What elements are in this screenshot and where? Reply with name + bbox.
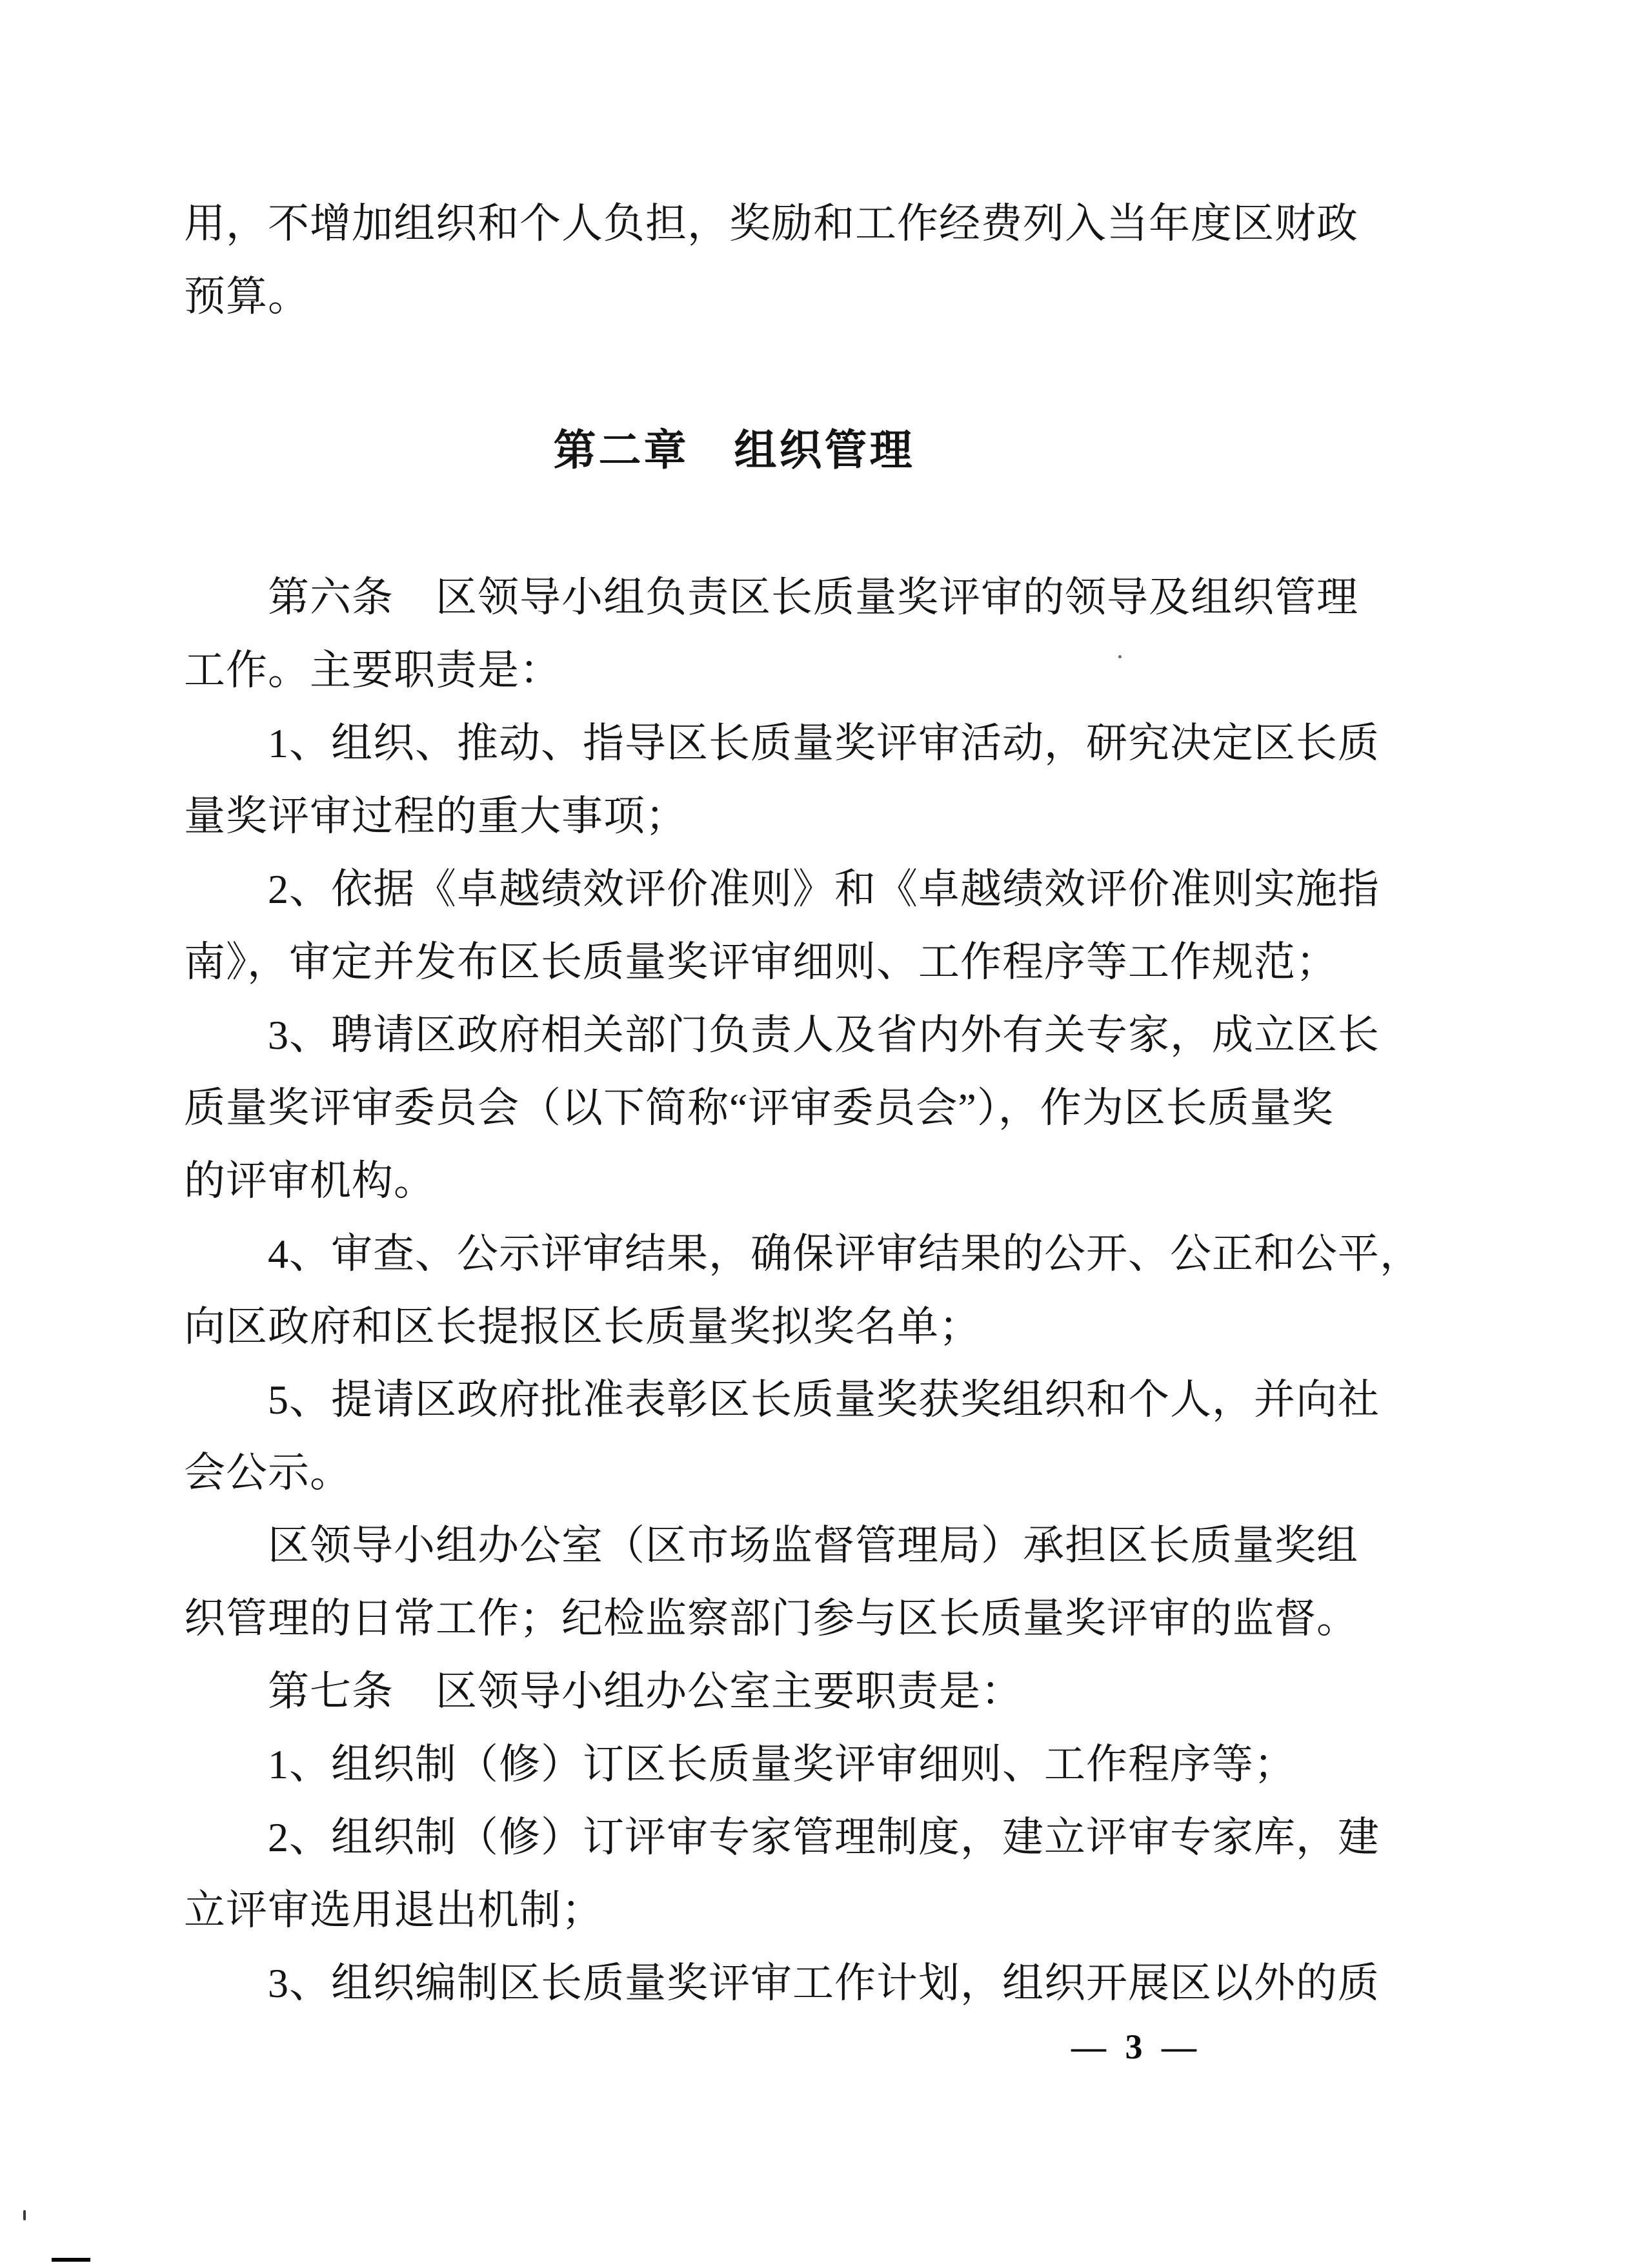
chapter-heading: 第二章 组织管理 [553, 426, 915, 474]
body-line-item-1: 1、组织、推动、指导区长质量奖评审活动，研究决定区长质 [268, 720, 1380, 766]
body-line: 用，不增加组织和个人负担，奖励和工作经费列入当年度区财政 [184, 201, 1358, 247]
body-line-item-5: 5、提请区政府批准表彰区长质量奖获奖组织和个人，并向社 [268, 1377, 1380, 1423]
scan-artifact-speck [23, 2210, 26, 2220]
body-line-item-2: 2、组织制（修）订评审专家管理制度，建立评审专家库，建 [268, 1814, 1380, 1860]
page-number: — 3 — [1071, 2027, 1202, 2066]
scan-artifact-line [52, 2258, 90, 2262]
body-line: 立评审选用退出机制； [184, 1887, 603, 1933]
text-block [184, 187, 1422, 2020]
body-line: 工作。主要职责是： [184, 647, 561, 693]
body-line: 会公示。 [184, 1450, 352, 1496]
body-line-article-6: 第六条 区领导小组负责区长质量奖评审的领导及组织管理 [268, 574, 1358, 620]
body-line: 织管理的日常工作；纪检监察部门参与区长质量奖评审的监督。 [184, 1596, 1358, 1641]
body-line: 质量奖评审委员会（以下简称“评审委员会”），作为区长质量奖 [184, 1085, 1334, 1131]
body-line: 向区政府和区长提报区长质量奖拟奖名单； [184, 1304, 981, 1350]
body-line: 量奖评审过程的重大事项； [184, 793, 687, 839]
body-line: 预算。 [184, 274, 310, 320]
body-line: 区领导小组办公室（区市场监督管理局）承担区长质量奖组 [268, 1523, 1358, 1568]
body-line-item-1: 1、组织制（修）订区长质量奖评审细则、工作程序等； [268, 1741, 1296, 1787]
body-line-item-4: 4、审查、公示评审结果，确保评审结果的公开、公正和公平， [268, 1231, 1422, 1277]
scan-artifact-dot [1118, 655, 1122, 658]
body-line: 的评审机构。 [184, 1158, 436, 1204]
body-line-item-2: 2、依据《卓越绩效评价准则》和《卓越绩效评价准则实施指 [268, 866, 1380, 912]
body-line-article-7: 第七条 区领导小组办公室主要职责是： [268, 1669, 1023, 1714]
body-line-item-3: 3、组织编制区长质量奖评审工作计划，组织开展区以外的质 [268, 1960, 1380, 2006]
body-line: 南》，审定并发布区长质量奖评审细则、工作程序等工作规范； [184, 939, 1338, 985]
body-line-item-3: 3、聘请区政府相关部门负责人及省内外有关专家，成立区长 [268, 1012, 1380, 1058]
